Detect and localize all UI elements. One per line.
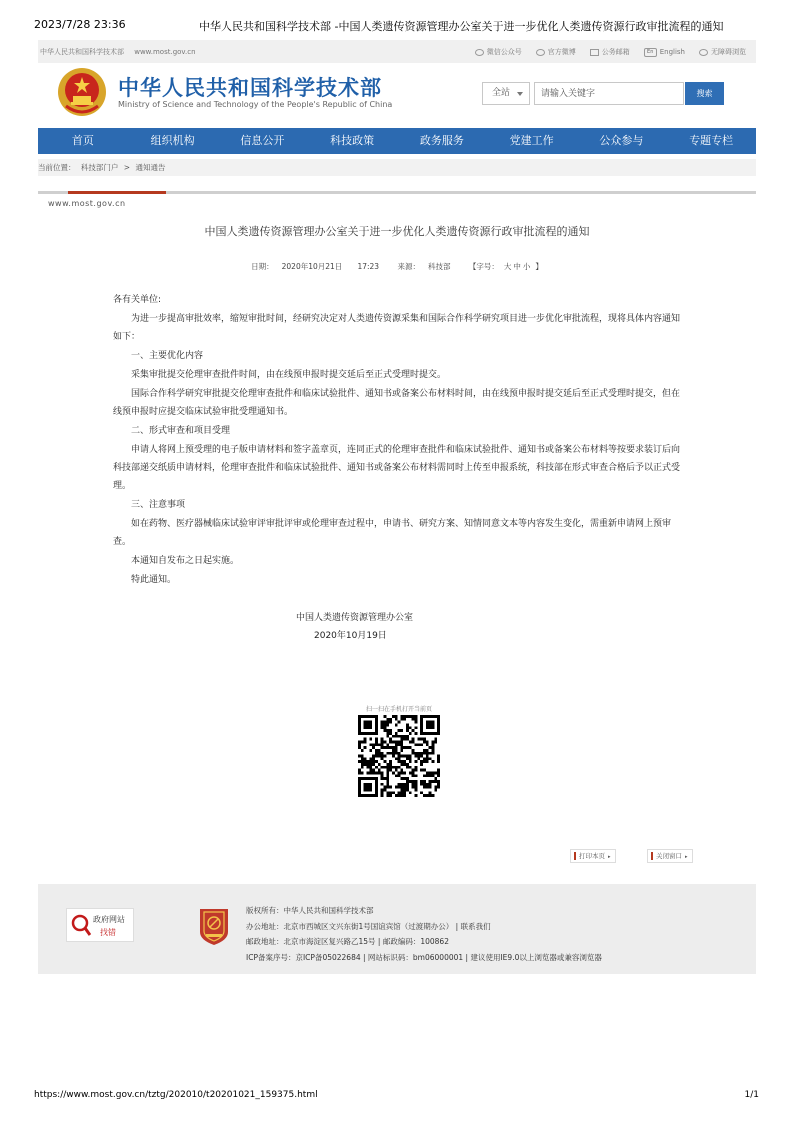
weibo-label: 官方微博 — [547, 48, 576, 56]
nav-special-topics[interactable]: 专题专栏 — [689, 134, 734, 147]
date-label: 日期： 2020年10月21日 17:23 — [251, 262, 380, 271]
breadcrumb-portal[interactable]: 科技部门户 — [80, 163, 119, 172]
source-label: 来源： 科技部 — [397, 262, 451, 271]
site-name-en: Ministry of Science and Technology of the People's Republic of China — [118, 100, 393, 109]
page-number: 1/1 — [744, 1090, 759, 1100]
close-label: 关闭窗口 — [656, 852, 682, 860]
print-datetime: 2023/7/28 23:36 — [34, 18, 126, 31]
divider-accent — [68, 191, 166, 194]
wechat-icon — [475, 49, 484, 56]
icp-info: ICP备案序号：京ICP备05022684 | 网站标识码：bm06000001 | 建议使用IE9.0以上浏览器或兼容浏览器 — [246, 952, 602, 962]
section-heading: 一、主要优化内容 — [131, 351, 204, 361]
accessibility-link[interactable] — [699, 47, 746, 57]
divider-bar — [38, 191, 756, 194]
mail-link[interactable] — [590, 47, 630, 57]
office-address: 办公地址：北京市西城区文兴东街1号国谊宾馆（过渡期办公） | 联系我们 — [246, 921, 491, 931]
nav-home[interactable]: 首页 — [71, 134, 94, 147]
copyright: 版权所有：中华人民共和国科学技术部 — [246, 906, 374, 915]
footer-info — [246, 903, 602, 965]
envelope-icon — [590, 49, 599, 56]
font-large-link[interactable]: 大 — [503, 262, 512, 271]
party-gov-badge-icon[interactable] — [198, 906, 230, 946]
mail-label: 公务邮箱 — [601, 48, 630, 56]
chevron-down-icon — [517, 92, 523, 96]
arrow-right-icon: ▸ — [608, 854, 611, 860]
wechat-label: 微信公众号 — [486, 48, 522, 56]
nav-sci-policy[interactable]: 科技政策 — [330, 134, 375, 147]
article-title: 中国人类遗传资源管理办公室关于进一步优化人类遗传资源行政审批流程的通知 — [204, 225, 590, 238]
paragraph: 特此通知。 — [131, 575, 177, 585]
paragraph: 申请人将网上预受理的电子版申请材料和签字盖章页，连同正式的伦理审查批件和临床试验批件、通知书或备案公布材料等按要求装订后向科技部递交纸质申请材料，伦理审查批件和临床试验批件、通知书或备案公布材料需同时上传至申报系统，科技部在形式审查合格后予以正式受理。 — [113, 445, 681, 491]
breadcrumb-separator: > — [123, 163, 131, 172]
print-page-button[interactable] — [570, 849, 616, 863]
font-small-link[interactable]: 小 — [522, 262, 531, 271]
nav-gov-services[interactable]: 政务服务 — [419, 134, 464, 147]
top-strip — [38, 40, 756, 63]
english-icon: En — [644, 48, 657, 57]
english-label: English — [659, 48, 685, 56]
search-scope-label: 全站 — [492, 88, 511, 98]
breadcrumb-label: 当前位置： — [38, 163, 76, 172]
salutation: 各有关单位: — [113, 295, 162, 305]
close-window-button[interactable] — [647, 849, 693, 863]
top-site-name: 中华人民共和国科学技术部 — [40, 48, 124, 56]
paragraph: 为进一步提高审批效率，缩短审批时间，经研究决定对人类遗传资源采集和国际合作科学研究项目进一步优化审批流程，现将具体内容通知如下： — [113, 314, 681, 342]
icp-link[interactable]: ICP备案序号：京ICP备05022684 — [246, 952, 361, 962]
paragraph: 本通知自发布之日起实施。 — [131, 556, 240, 566]
search-scope-select[interactable] — [482, 82, 530, 105]
search-bar — [482, 82, 724, 105]
signature-block — [283, 609, 443, 645]
accessibility-label: 无障碍浏览 — [711, 48, 746, 56]
english-link[interactable] — [644, 47, 685, 57]
font-medium-link[interactable]: 中 — [513, 262, 521, 271]
gov-site-label: 政府网站 — [93, 915, 125, 924]
footer — [38, 884, 756, 974]
nav-organization[interactable]: 组织机构 — [150, 134, 195, 147]
weibo-link[interactable] — [536, 47, 576, 57]
accessibility-icon — [699, 49, 708, 56]
qr-code-icon — [358, 715, 440, 797]
nav-party-building[interactable]: 党建工作 — [509, 134, 554, 147]
site-name-cn: 中华人民共和国科学技术部 — [118, 76, 382, 100]
search-button[interactable]: 搜索 — [685, 82, 724, 105]
site-logo[interactable] — [56, 66, 396, 120]
print-header — [34, 18, 759, 34]
signature-org: 中国人类遗传资源管理办公室 — [296, 613, 414, 623]
mail-address: 邮政地址：北京市海淀区复兴路乙15号 | 邮政编码：100862 — [246, 937, 449, 946]
magnifier-icon — [71, 914, 91, 938]
print-label: 打印本页 — [579, 852, 605, 860]
site-url: www.most.gov.cn — [48, 199, 126, 208]
section-heading: 二、形式审查和项目受理 — [131, 426, 231, 436]
signature-date: 2020年10月19日 — [314, 631, 387, 641]
paragraph: 如在药物、医疗器械临床试验审评审批评审或伦理审查过程中，申请书、研究方案、知情同意文本等内容发生变化，需重新申请网上预审查。 — [113, 519, 672, 547]
qr-label: 扫一扫在手机打开当前页 — [365, 706, 432, 713]
weibo-icon — [536, 49, 545, 56]
paragraph: 采集审批提交伦理审查批件时间，由在线预申报时提交延后至正式受理时提交。 — [131, 370, 447, 380]
breadcrumb-notices[interactable]: 通知通告 — [135, 163, 166, 172]
contact-us-link[interactable]: 联系我们 — [460, 921, 491, 931]
top-domain: www.most.gov.cn — [134, 48, 196, 56]
find-error-label: 找错 — [100, 928, 116, 937]
article-meta — [38, 261, 756, 272]
print-footer — [34, 1090, 759, 1104]
nav-public-participation[interactable]: 公众参与 — [599, 134, 644, 147]
print-page-title: 中华人民共和国科学技术部 -中国人类遗传资源管理办公室关于进一步优化人类遗传资源行政审批流程的通知 — [199, 20, 724, 33]
main-nav — [38, 128, 756, 154]
search-input[interactable] — [534, 82, 684, 105]
nav-info-disclosure[interactable]: 信息公开 — [240, 134, 285, 147]
font-size-switcher: 【字号： 大 中 小 】 — [468, 262, 543, 271]
article-body — [113, 291, 687, 590]
national-emblem-icon — [56, 66, 108, 118]
paragraph: 国际合作科学研究审批提交伦理审查批件和临床试验批件、通知书或备案公布材料时间，由在线预申报时提交延后至正式受理时提交，但在线预申报时应提交临床试验审批受理通知书。 — [113, 389, 681, 417]
wechat-link[interactable] — [475, 47, 522, 57]
section-heading: 三、注意事项 — [131, 500, 186, 510]
gov-site-error-link[interactable] — [66, 908, 134, 942]
breadcrumb — [38, 159, 756, 176]
arrow-right-icon: ▸ — [685, 854, 688, 860]
print-url: https://www.most.gov.cn/tztg/202010/t20201021_159375.html — [34, 1090, 318, 1100]
